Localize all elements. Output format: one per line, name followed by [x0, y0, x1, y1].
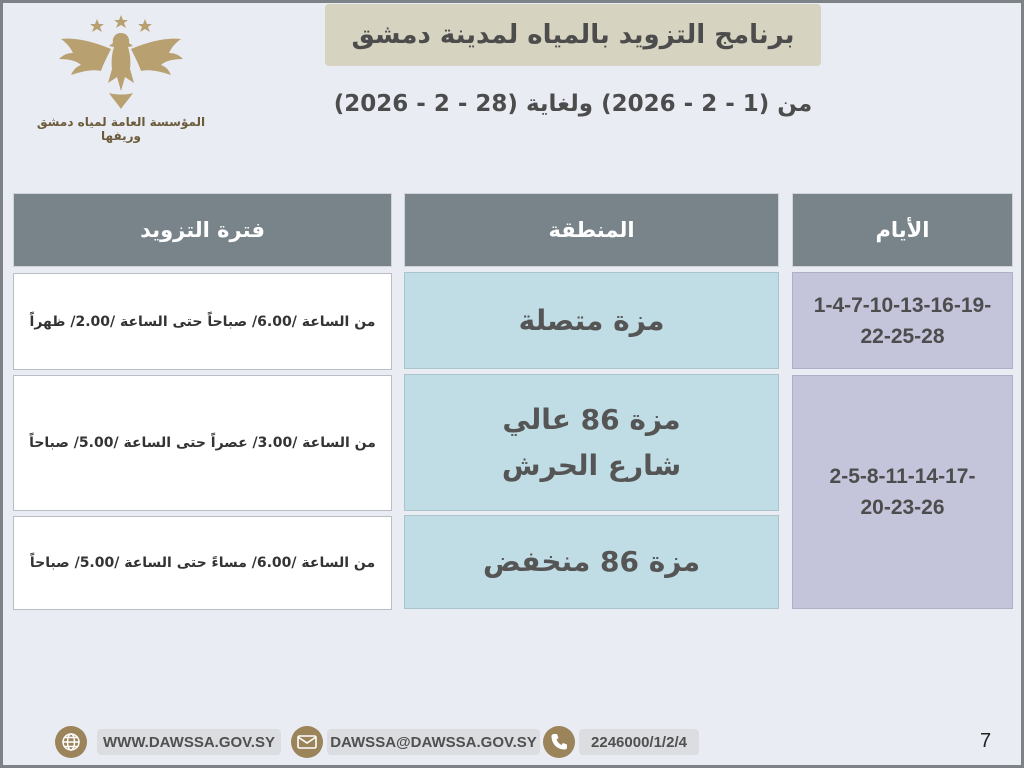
- page-title: برنامج التزويد بالمياه لمدينة دمشق: [325, 4, 821, 66]
- globe-icon: [55, 726, 87, 758]
- period-cell-3: من الساعة /6.00/ مساءً حتى الساعة /5.00/ صباحاً: [13, 516, 392, 610]
- page-number: 7: [980, 730, 992, 752]
- days-group-1-line-1: 1-4-7-10-13-16-19-: [813, 293, 992, 317]
- area-name: مزة 86 منخفض: [482, 545, 701, 578]
- organization-logo: [21, 13, 221, 143]
- organization-name: المؤسسة العامة لمياه دمشق وريفها: [36, 115, 206, 143]
- period-cell-1: من الساعة /6.00/ صباحاً حتى الساعة /2.00/ ظهراً: [13, 273, 392, 370]
- phone-number: 2246000/1/2/4: [579, 729, 699, 755]
- days-group-2: [792, 375, 1013, 609]
- phone-icon: [543, 726, 575, 758]
- envelope-icon: [291, 726, 323, 758]
- eagle-emblem-icon: [47, 13, 195, 113]
- header-area: المنطقة: [404, 193, 779, 267]
- email-link[interactable]: DAWSSA@DAWSSA.GOV.SY: [327, 729, 540, 755]
- website-link[interactable]: WWW.DAWSSA.GOV.SY: [97, 729, 281, 755]
- slide: [3, 3, 1021, 765]
- area-cell-1: [404, 272, 779, 369]
- area-cell-3: [404, 515, 779, 609]
- date-range: من (1 - 2 - 2026) ولغاية (28 - 2 - 2026): [333, 91, 813, 117]
- period-cell-2: من الساعة /3.00/ عصراً حتى الساعة /5.00/ صباحاً: [13, 375, 392, 511]
- days-group-1-line-2: 22-25-28: [860, 324, 945, 348]
- area-cell-2: [404, 374, 779, 511]
- days-group-1: [792, 272, 1013, 369]
- header-days: الأيام: [792, 193, 1013, 267]
- area-name: مزة متصلة: [518, 303, 665, 337]
- days-group-2-line-1: 2-5-8-11-14-17-: [829, 465, 976, 488]
- area-name-line-2: شارع الحرش: [501, 448, 682, 482]
- days-group-2-line-2: 20-23-26: [860, 496, 945, 519]
- area-name: مزة 86 عالي: [502, 402, 681, 436]
- header-period: فترة التزويد: [13, 193, 392, 267]
